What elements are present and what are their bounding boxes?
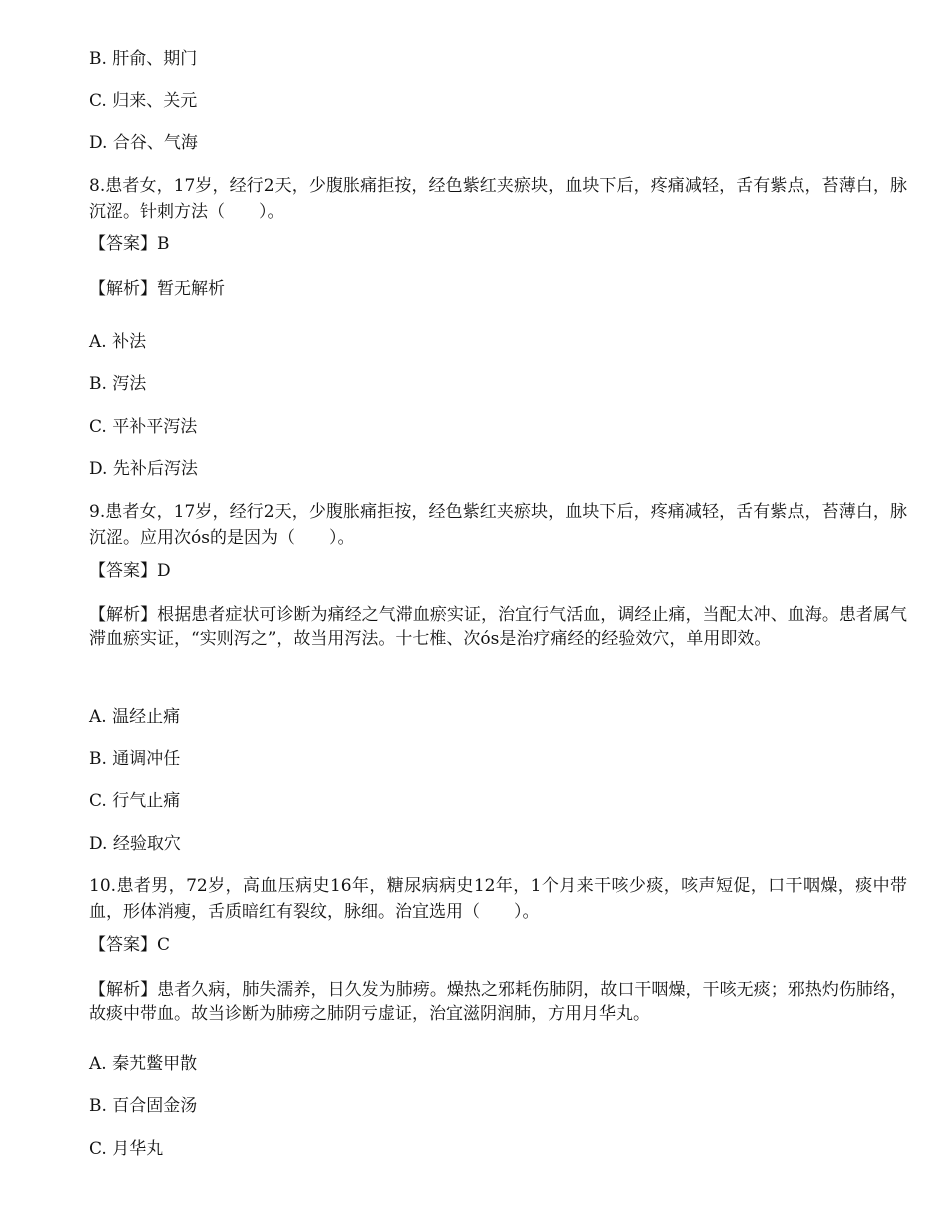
q7-option-d: D. 合谷、气海	[89, 133, 198, 153]
q9-option-a: A. 温经止痛	[89, 707, 181, 727]
q7-option-c: C. 归来、关元	[89, 91, 198, 111]
q10-option-b: B. 百合固金汤	[89, 1096, 198, 1116]
q8-analysis: 【解析】暂无解析	[89, 279, 225, 299]
q9-option-c: C. 行气止痛	[89, 791, 181, 811]
q9-answer: 【答案】D	[89, 561, 171, 581]
q9-option-d: D. 经验取穴	[89, 834, 181, 854]
q9-analysis: 【解析】根据患者症状可诊断为痛经之气滞血瘀实证，治宜行气活血，调经止痛，当配太冲、血海。患者属气滞血瘀实证，“实则泻之”，故当用泻法。十七椎、次ós是治疗痛经的经验效穴，单用即效。	[89, 605, 907, 649]
q10-analysis: 【解析】患者久病，肺失濡养，日久发为肺痨。燥热之邪耗伤肺阴，故口干咽燥，干咳无痰；邪热灼伤肺络，故痰中带血。故当诊断为肺痨之肺阴亏虚证，治宜滋阴润肺，方用月华丸。	[89, 980, 907, 1024]
q8-answer: 【答案】B	[89, 234, 170, 254]
q9-option-b: B. 通调冲任	[89, 749, 181, 769]
q9-question: 9.患者女，17岁，经行2天，少腹胀痛拒按，经色紫红夹瘀块，血块下后，疼痛减轻，舌有紫点，苔薄白，脉沉涩。应用次ós的是因为（ ）。	[89, 502, 907, 548]
q10-answer: 【答案】C	[89, 935, 171, 955]
q8-option-d: D. 先补后泻法	[89, 459, 198, 479]
q7-option-b: B. 肝俞、期门	[89, 49, 198, 69]
q8-option-b: B. 泻法	[89, 374, 147, 394]
q10-question: 10.患者男，72岁，高血压病史16年，糖尿病病史12年，1个月来干咳少痰，咳声短促，口干咽燥，痰中带血，形体消瘦，舌质暗红有裂纹，脉细。治宜选用（ ）。	[89, 876, 907, 922]
q10-option-c: C. 月华丸	[89, 1139, 164, 1159]
q8-option-a: A. 补法	[89, 332, 147, 352]
q8-question: 8.患者女，17岁，经行2天，少腹胀痛拒按，经色紫红夹瘀块，血块下后，疼痛减轻，舌有紫点，苔薄白，脉沉涩。针刺方法（ ）。	[89, 176, 907, 222]
q10-option-a: A. 秦艽鳖甲散	[89, 1054, 198, 1074]
q8-option-c: C. 平补平泻法	[89, 417, 198, 437]
